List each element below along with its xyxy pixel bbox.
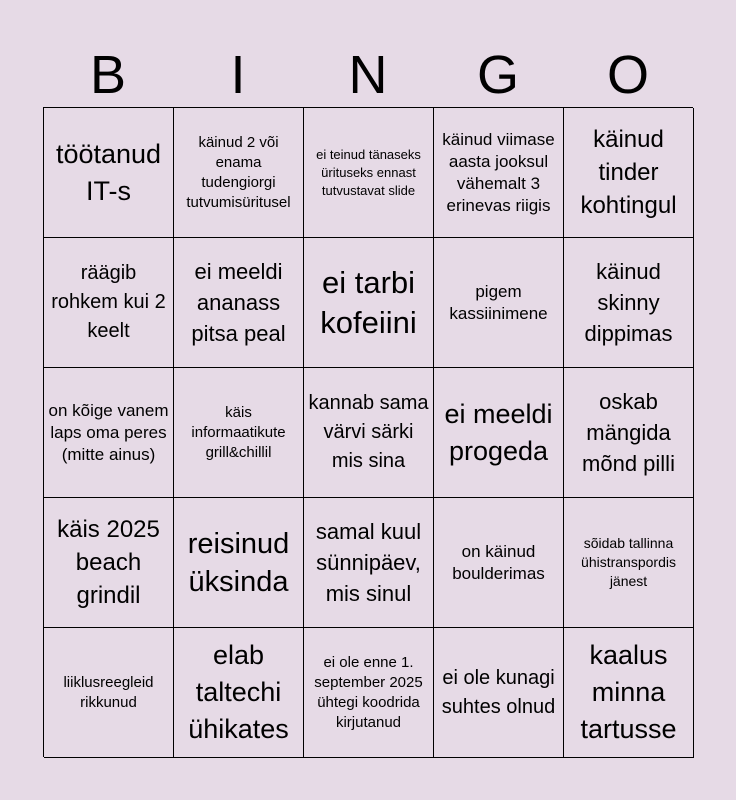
bingo-cell-text: elab taltechi ühikates	[188, 640, 289, 744]
bingo-cell-text: ei ole kunagi suhtes olnud	[441, 666, 556, 718]
bingo-cell-text: ei meeldi progeda	[444, 398, 553, 466]
bingo-cell-text: kannab sama värvi särki mis sina	[308, 392, 429, 472]
bingo-cell-r1-c2[interactable]	[304, 238, 434, 368]
header-letter-b: B	[89, 45, 127, 105]
bingo-cell-r3-c0[interactable]	[44, 498, 174, 628]
bingo-board	[43, 107, 693, 757]
header-letter-n: N	[348, 45, 388, 105]
bingo-cell-r1-c0[interactable]	[44, 238, 174, 368]
header-letter-i: I	[230, 45, 246, 105]
bingo-cell-r1-c3[interactable]	[434, 238, 564, 368]
header-letter-o: O	[606, 45, 649, 105]
bingo-cell-r4-c0[interactable]	[44, 628, 174, 758]
bingo-cell-text: samal kuul sünnipäev, mis sinul	[315, 519, 422, 606]
bingo-cell-text: pigem kassiinimene	[449, 281, 548, 323]
bingo-cell-text: on kõige vanem laps oma peres (mitte ainus)	[48, 400, 169, 464]
bingo-cell-text: käis 2025 beach grindil	[57, 516, 160, 609]
bingo-cell-text: räägib rohkem kui 2 keelt	[51, 262, 166, 342]
bingo-cell-r0-c4[interactable]	[564, 108, 694, 238]
bingo-cell-r3-c3[interactable]	[434, 498, 564, 628]
bingo-cell-text: käinud viimase aasta jooksul vähemalt 3 erinevas riigis	[442, 129, 555, 215]
bingo-cell-text: sõidab tallinna ühistranspordis jänest	[581, 535, 676, 589]
bingo-cell-text: ei teinud tänaseks ürituseks ennast tutvustavat slide	[316, 146, 421, 198]
bingo-cell-r0-c2[interactable]	[304, 108, 434, 238]
bingo-cell-text: kaalus minna tartusse	[580, 640, 677, 744]
bingo-cell-r2-c4[interactable]	[564, 368, 694, 498]
bingo-cell-text: ei ole enne 1. september 2025 ühtegi koodrida kirjutanud	[314, 653, 423, 731]
bingo-cell-r2-c1[interactable]	[174, 368, 304, 498]
bingo-cell-r1-c4[interactable]	[564, 238, 694, 368]
bingo-cell-r4-c4[interactable]	[564, 628, 694, 758]
bingo-cell-r3-c2[interactable]	[304, 498, 434, 628]
bingo-cell-r4-c2[interactable]	[304, 628, 434, 758]
bingo-cell-text: oskab mängida mõnd pilli	[582, 389, 675, 476]
bingo-cell-text: käinud 2 või enama tudengiorgi tutvumisüritusel	[186, 133, 291, 211]
bingo-cell-text: ei meeldi ananass pitsa peal	[191, 259, 286, 346]
bingo-cell-text: reisinud üksinda	[187, 527, 290, 598]
bingo-cell-r4-c1[interactable]	[174, 628, 304, 758]
bingo-cell-r4-c3[interactable]	[434, 628, 564, 758]
bingo-cell-text: käinud skinny dippimas	[584, 259, 673, 346]
bingo-cell-text: ei tarbi kofeiini	[320, 264, 417, 340]
bingo-cell-r3-c4[interactable]	[564, 498, 694, 628]
bingo-cell-r0-c3[interactable]	[434, 108, 564, 238]
bingo-cell-text: on käinud boulderimas	[452, 541, 545, 583]
bingo-cell-r0-c1[interactable]	[174, 108, 304, 238]
bingo-cell-text: liiklusreegleid rikkunud	[63, 673, 154, 711]
bingo-cell-r0-c0[interactable]	[44, 108, 174, 238]
bingo-cell-r3-c1[interactable]	[174, 498, 304, 628]
bingo-cell-text: käis informaatikute grill&chillil	[191, 403, 286, 461]
bingo-cell-r2-c3[interactable]	[434, 368, 564, 498]
bingo-cell-r1-c1[interactable]	[174, 238, 304, 368]
bingo-cell-text: käinud tinder kohtingul	[580, 126, 677, 219]
bingo-cell-text: töötanud IT-s	[55, 138, 162, 206]
header-letter-g: G	[476, 45, 519, 105]
bingo-cell-r2-c2[interactable]	[304, 368, 434, 498]
bingo-header	[43, 42, 693, 108]
bingo-cell-r2-c0[interactable]	[44, 368, 174, 498]
